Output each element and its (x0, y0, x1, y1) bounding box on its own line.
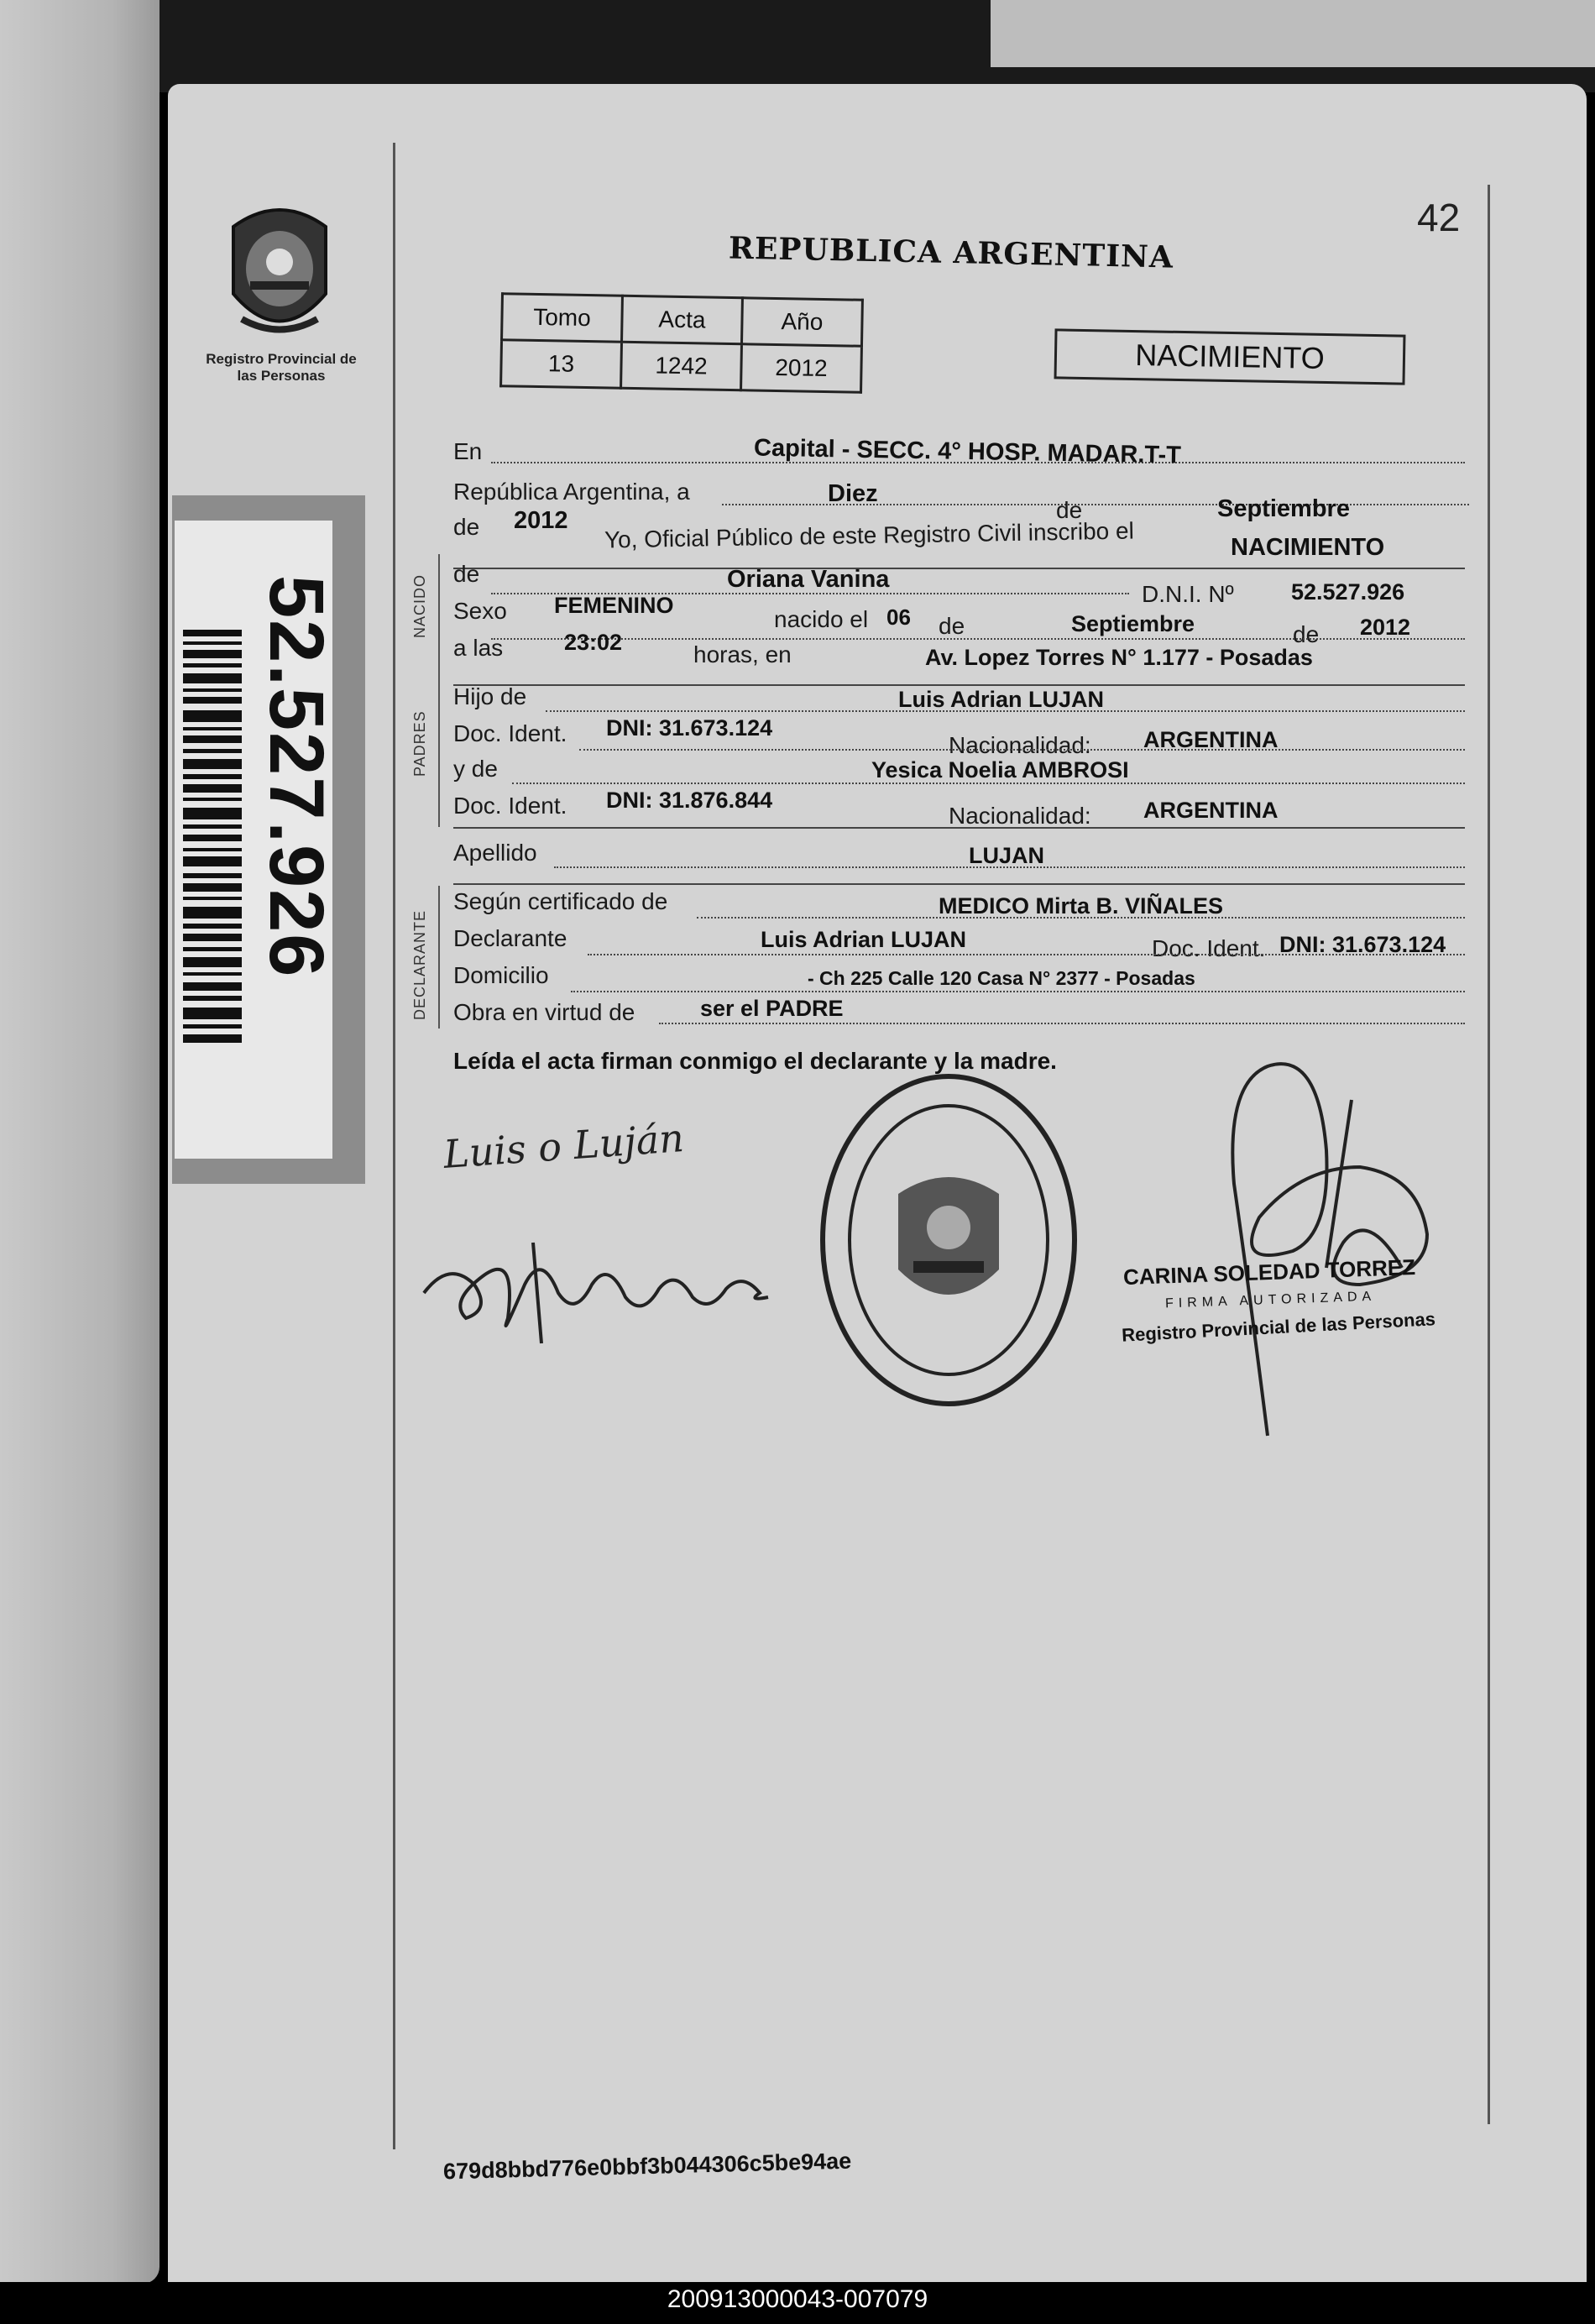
segun-label: Según certificado de (453, 888, 668, 914)
barcode-bars-icon (183, 630, 242, 1049)
child-name-value: Oriana Vanina (727, 566, 890, 593)
en-value: Capital - SECC. 4° HOSP. MADAR.T-T (753, 434, 1182, 469)
domicilio-value: - Ch 225 Calle 120 Casa N° 2377 - Posadas (808, 967, 1195, 989)
name-label: de (453, 561, 480, 587)
official-signature-icon (1150, 1049, 1452, 1452)
mother-nat-label: Nacionalidad: (949, 803, 1091, 829)
yde-label: y de (453, 756, 498, 782)
country-title: REPUBLICA ARGENTINA (728, 230, 1174, 275)
republica-label: República Argentina, a (453, 479, 690, 505)
right-margin-line (1488, 185, 1490, 2124)
dotted-line (453, 568, 1465, 569)
closing-statement: Leída el acta firman conmigo el declarante y la madre. (453, 1048, 1057, 1074)
mother-name-value: Yesica Noelia AMBROSI (871, 757, 1129, 783)
page-number: 42 (1417, 196, 1461, 239)
horas-label: horas, en (693, 641, 792, 667)
month-value: Septiembre (1217, 495, 1350, 522)
dotted-line (453, 883, 1465, 885)
apellido-label: Apellido (453, 840, 537, 866)
barcode-number: 52.527.926 (254, 575, 339, 979)
ano-header: Año (741, 298, 862, 346)
day-value: Diez (828, 480, 878, 507)
section-line-declarante (438, 886, 440, 1029)
dotted-line (491, 638, 1465, 640)
signature-mother-icon (416, 1217, 777, 1352)
father-nat-label: Nacionalidad: (949, 732, 1091, 758)
father-doc-value: DNI: 31.673.124 (606, 715, 773, 741)
document-hash: 679d8bbd776e0bbf3b044306c5be94ae (442, 2148, 852, 2185)
section-line-nacido (438, 554, 440, 684)
hijo-label: Hijo de (453, 683, 527, 709)
dotted-line (453, 827, 1465, 829)
section-line-padres (438, 684, 440, 827)
decl-doc-value: DNI: 31.673.124 (1279, 932, 1446, 957)
tomo-value: 13 (501, 340, 622, 388)
sexo-label: Sexo (453, 598, 507, 624)
dotted-line (571, 991, 1465, 992)
inscribo-value: NACIMIENTO (1231, 534, 1385, 561)
year-value: 2012 (514, 507, 568, 534)
birth-day-value: 06 (886, 605, 911, 630)
registry-table (499, 292, 864, 394)
official-office: Registro Provincial de las Personas (1121, 1308, 1436, 1346)
sexo-value: FEMENINO (554, 593, 674, 618)
en-label: En (453, 438, 483, 464)
official-name: CARINA SOLEDAD TORREZ (1122, 1254, 1416, 1290)
section-label-declarante: DECLARANTE (411, 909, 428, 1020)
official-seal-icon (814, 1068, 1083, 1412)
dotted-line (546, 710, 1465, 712)
dotted-line (588, 954, 1465, 955)
institution-caption: Registro Provincial de las Personas (206, 351, 357, 384)
mother-nat-value: ARGENTINA (1143, 798, 1279, 823)
dotted-line (697, 917, 1465, 919)
time-value: 23:02 (564, 630, 623, 655)
tomo-header: Tomo (502, 294, 623, 342)
mother-doc-value: DNI: 31.876.844 (606, 788, 773, 813)
dotted-line (554, 866, 1465, 868)
coat-of-arms-icon (217, 202, 343, 344)
section-label-padres: PADRES (411, 710, 428, 777)
nacido-label: nacido el (774, 606, 869, 632)
decl-doc-label: Doc. Ident. (1152, 935, 1266, 961)
footer-id: 200913000043-007079 (667, 2285, 928, 2313)
signature-declarante: Luis o Luján (442, 1115, 686, 1177)
background-top (0, 0, 1595, 92)
official-role: FIRMA AUTORIZADA (1164, 1289, 1377, 1311)
father-doc-label: Doc. Ident. (453, 720, 567, 746)
dni-label: D.N.I. Nº (1142, 581, 1234, 607)
left-margin-line (393, 143, 395, 2149)
mother-doc-label: Doc. Ident. (453, 793, 567, 819)
father-nat-value: ARGENTINA (1143, 727, 1279, 752)
acta-header: Acta (622, 296, 743, 343)
birth-de-label: de (939, 613, 965, 639)
dotted-line (512, 783, 1465, 784)
dotted-line (453, 684, 1465, 686)
dotted-line (659, 1023, 1465, 1024)
obra-label: Obra en virtud de (453, 999, 635, 1025)
father-name-value: Luis Adrian LUJAN (898, 687, 1105, 712)
place-value: Av. Lopez Torres N° 1.177 - Posadas (925, 645, 1313, 670)
segun-value: MEDICO Mirta B. VIÑALES (939, 893, 1224, 919)
acta-value: 1242 (621, 342, 742, 390)
act-type-box: NACIMIENTO (1054, 328, 1406, 385)
section-label-nacido: NACIDO (411, 573, 428, 638)
birth-year-value: 2012 (1360, 615, 1411, 640)
declarante-label: Declarante (453, 925, 567, 951)
obra-value: ser el PADRE (700, 996, 844, 1021)
apellido-value: LUJAN (969, 843, 1045, 868)
de-label: de (1056, 497, 1083, 523)
birth-de2-label: de (1293, 621, 1320, 647)
domicilio-label: Domicilio (453, 962, 549, 988)
oficial-text: Yo, Oficial Público de este Registro Civil inscribo el (604, 517, 1135, 553)
ano-value: 2012 (741, 344, 862, 392)
dni-value: 52.527.926 (1291, 579, 1405, 605)
dotted-line (579, 749, 1465, 751)
alas-label: a las (453, 635, 504, 661)
birth-month-value: Septiembre (1071, 611, 1195, 636)
left-page (0, 0, 160, 2284)
de-label-2: de (453, 514, 480, 540)
declarante-value: Luis Adrian LUJAN (761, 927, 967, 952)
